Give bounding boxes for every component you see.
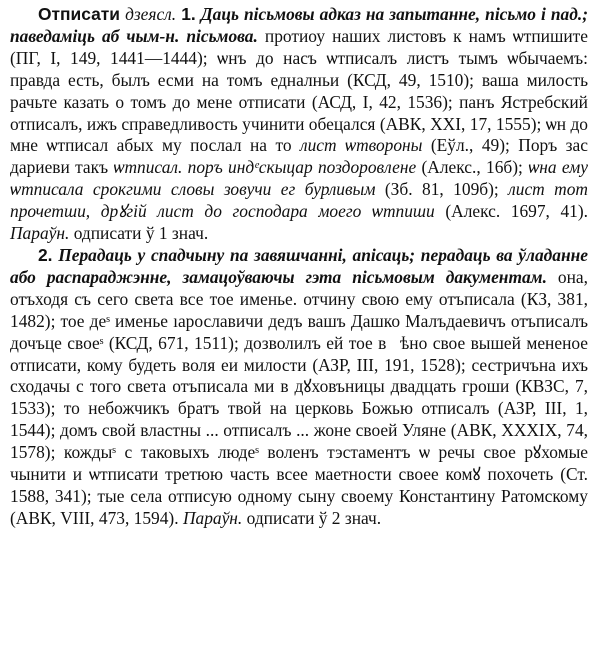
- quotation-italic: ѡтписал. поръ индᵉскыцар поздоровлене: [113, 157, 417, 178]
- headword: Отписати: [38, 4, 121, 24]
- sense-quotations: протиоу наших листовъ к намъ ѡтпишите (ПГ, I, 149, 1441—1444); ѡнъ до насъ ѡтписалъ листъ тымъ ѡбычаемъ: правда есть, былъ есми на томъ едналньи (КСД, 49, 1510); ваша милость рачьте казать о томъ до мене отписати (АСД, I, 42, 1536); панъ Ястребский отписалъ, ижъ справедливость учинити обецался (АВК, XXI, 17, 1555); ѡн до мне ѡтписал абых му послал на то: [10, 25, 588, 156]
- comparison-label: Параўн.: [10, 223, 70, 244]
- comparison-label: Параўн.: [182, 507, 243, 528]
- quotation-italic: ѡна ему ѡтписала срокгими словы зовучи ег бурливым: [10, 157, 588, 200]
- comparison-reference: одписати ў 2 знач.: [246, 507, 382, 528]
- sense-definition: Даць пісьмовы адказ на запытанне, пісьмо і пад.; паведаміць аб чым-н. пісьмова.: [10, 4, 589, 46]
- sense-number: 1.: [181, 4, 196, 24]
- sense-1: [10, 4, 588, 245]
- quotation-italic: лист ѡтвороны: [300, 135, 423, 156]
- quotation-source: (Зб. 81, 109б);: [384, 179, 499, 200]
- comparison-reference: одписати ў 1 знач.: [73, 223, 209, 244]
- quotation-source: (Алекс. 1697, 41).: [445, 201, 588, 222]
- sense-2: [10, 245, 588, 530]
- quotation-italic: лист тот прочетши, дрꙋгiй лист до господара моего ѡтпиши: [10, 179, 588, 222]
- part-of-speech: дзеясл.: [125, 4, 177, 24]
- sense-quotations: она, отъходя съ сего света все тое именье. отчину свою ему отъписала (КЗ, 381, 1482); тое деˢ именье ıарославичи дедъ вашъ Дашко Малъдаевичъ отъписалъ дочъце своеˢ (КСД, 671, 1511); дозволилъ ей тое в꙽ѣно свое вышей менeное отписати, кому будеть воля еи милости (АЗР, III, 191, 1528); сестричъна ихъ сходачы с того света отъписала ми в дꙋховъницы двадцать гроши (КВЗС, 7, 1533); то небожчикъ братъ твой на церковь Божью отписалъ (АЗР, III, 1, 1544); домъ свой властны ... отписалъ ... жоне своей Уляне (АВК, XXXIX, 74, 1578); кождыˢ с таковыхъ людеˢ воленъ тэстаментъ ѡ речы свое рꙋхомые чынити и ѡтписати третюю часть всее маетности своее комꙋ похочеть (Ст. 1588, 341); тые села отписую одному сыну своему Константину Ратомскому (АВК, VIII, 473, 1594).: [10, 266, 588, 528]
- quotation-source: (Еўл., 49); Поръ зас дариеви такъ: [10, 135, 588, 178]
- sense-number: 2.: [38, 244, 53, 265]
- sense-definition: Перадаць у спадчыну па завяшчанні, апісаць; перадаць ва ўладанне або распараджэнне, замацоўваючы гэта пісьмовым дакументам.: [10, 244, 588, 287]
- quotation-source: (Алекс., 16б);: [421, 157, 523, 178]
- dictionary-entry: [10, 4, 588, 530]
